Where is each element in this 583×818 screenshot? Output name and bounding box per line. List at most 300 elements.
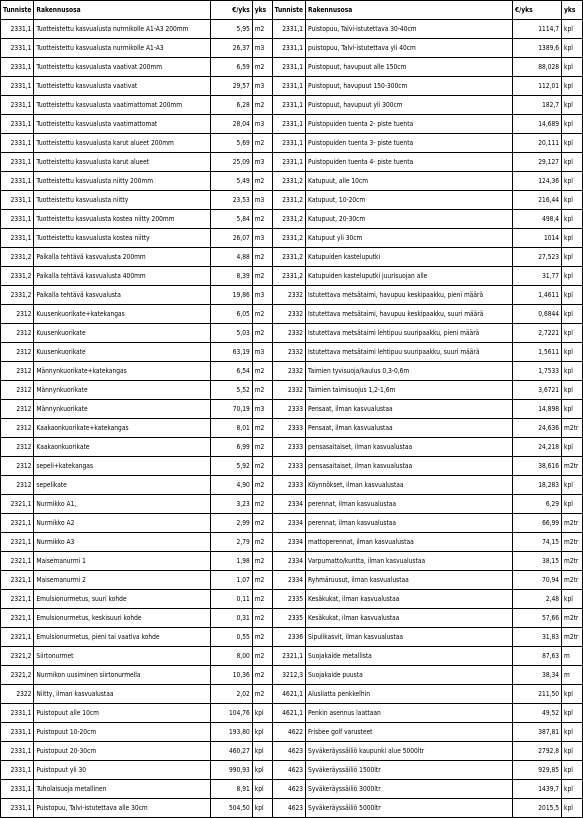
table-row	[273, 115, 583, 134]
cell-unit-price: 1,5611	[512, 343, 561, 362]
cell-rakennusosa: puistopuu, Talvi-istutettava yli 40cm	[306, 39, 513, 58]
table-row	[273, 609, 583, 628]
right-cost-table	[273, 0, 583, 818]
table-row	[273, 324, 583, 343]
cell-unit-price: 1114,7	[512, 20, 561, 39]
cell-unit: kpl	[252, 799, 272, 818]
cell-tunniste: 2335	[273, 609, 306, 628]
cell-unit: kpl	[562, 780, 583, 799]
cell-unit-price: 2792,8	[512, 742, 561, 761]
cell-tunniste: 2331,2	[273, 210, 306, 229]
table-row	[273, 647, 583, 666]
cell-rakennusosa: Kuusenkuorikate+katekangas	[34, 305, 211, 324]
cell-rakennusosa: Ryhmäruusut, ilman kasvualustaa	[306, 571, 513, 590]
cell-unit-price: 66,99	[512, 514, 561, 533]
cell-tunniste: 2331,1	[1, 115, 34, 134]
cell-unit-price: 18,283	[512, 476, 561, 495]
table-row	[273, 400, 583, 419]
cell-rakennusosa: Tuotteistettu kasvualusta niitty	[34, 191, 211, 210]
table-row	[273, 685, 583, 704]
cell-unit: kpl	[562, 191, 583, 210]
cell-tunniste: 4623	[273, 742, 306, 761]
cell-rakennusosa: Tuotteistettu kasvualusta kostea niitty 200mm	[34, 210, 211, 229]
cell-rakennusosa: Maisemanurmi 2	[34, 571, 211, 590]
table-row	[1, 419, 272, 438]
cell-rakennusosa: Istutettava metsätaimi lehtipuu suuripaakku, pieni määrä	[306, 324, 513, 343]
cell-unit: kpl	[562, 267, 583, 286]
cell-unit: kpl	[562, 495, 583, 514]
cell-unit-price: 216,44	[512, 191, 561, 210]
cell-unit-price: 8,91	[211, 780, 252, 799]
cell-unit-price: 112,01	[512, 77, 561, 96]
cell-unit-price: 88,028	[512, 58, 561, 77]
table-row	[1, 552, 272, 571]
table-row	[273, 229, 583, 248]
header-unit: yks	[562, 1, 583, 20]
cell-tunniste: 2331,1	[1, 172, 34, 191]
table-row	[273, 533, 583, 552]
table-row	[273, 742, 583, 761]
table-row	[1, 20, 272, 39]
cell-unit: kpl	[562, 324, 583, 343]
table-row	[1, 191, 272, 210]
cell-unit-price: 1,07	[211, 571, 252, 590]
cell-unit-price: 6,05	[211, 305, 252, 324]
table-row	[1, 666, 272, 685]
cell-unit-price: 6,29	[512, 495, 561, 514]
cell-tunniste: 2331,2	[273, 191, 306, 210]
cell-unit-price: 29,57	[211, 77, 252, 96]
table-row	[1, 400, 272, 419]
table-row	[1, 115, 272, 134]
cell-rakennusosa: Sipulikasvit, ilman kasvualustaa	[306, 628, 513, 647]
cell-rakennusosa: Männynkuorikate	[34, 381, 211, 400]
table-row	[1, 647, 272, 666]
cell-rakennusosa: Köynnökset, ilman kasvualustaa	[306, 476, 513, 495]
table-row	[273, 476, 583, 495]
table-row	[273, 58, 583, 77]
cell-rakennusosa: Puistopuu, Talvi-istutettava 30-40cm	[306, 20, 513, 39]
table-row	[1, 381, 272, 400]
cell-unit: kpl	[562, 58, 583, 77]
cell-tunniste: 2331,1	[1, 77, 34, 96]
cell-unit: kpl	[562, 685, 583, 704]
cell-rakennusosa: Tuotteistettu kasvualusta vaatimattomat	[34, 115, 211, 134]
cell-unit: m2	[252, 495, 272, 514]
cell-unit-price: 1,7533	[512, 362, 561, 381]
cell-unit-price: 5,84	[211, 210, 252, 229]
cell-unit: kpl	[562, 153, 583, 172]
cell-rakennusosa: Taimien tyvisuoja/kaulus 0,3-0,6m	[306, 362, 513, 381]
cell-unit: m2	[252, 609, 272, 628]
cell-unit: m2	[252, 552, 272, 571]
cell-tunniste: 2312	[1, 400, 34, 419]
cell-unit: m2	[252, 248, 272, 267]
cell-tunniste: 2331,1	[273, 39, 306, 58]
cell-unit: m2tr	[562, 609, 583, 628]
cell-rakennusosa: Puistopuut 20-30cm	[34, 742, 211, 761]
cell-tunniste: 2331,1	[1, 58, 34, 77]
table-row	[273, 704, 583, 723]
cell-unit-price: 3,6721	[512, 381, 561, 400]
cell-unit-price: 38,34	[512, 666, 561, 685]
cell-rakennusosa: Katupuut, 10-20cm	[306, 191, 513, 210]
cell-tunniste: 2331,1	[273, 96, 306, 115]
cell-unit: kpl	[252, 742, 272, 761]
cell-tunniste: 4621,1	[273, 685, 306, 704]
cell-unit-price: 4,90	[211, 476, 252, 495]
cell-tunniste: 4623	[273, 799, 306, 818]
cell-unit-price: 26,07	[211, 229, 252, 248]
cell-tunniste: 2331,1	[1, 704, 34, 723]
cell-tunniste: 2331,1	[1, 229, 34, 248]
cell-rakennusosa: Emulsionurmetus, keskisuuri kohde	[34, 609, 211, 628]
table-row	[273, 628, 583, 647]
cell-rakennusosa: Puistopuut yli 30	[34, 761, 211, 780]
cell-unit-price: 182,7	[512, 96, 561, 115]
table-row	[273, 286, 583, 305]
cell-rakennusosa: Penkin asennus laattaan	[306, 704, 513, 723]
cell-rakennusosa: Suojakaide puusta	[306, 666, 513, 685]
cell-unit-price: 5,95	[211, 20, 252, 39]
cell-unit-price: 38,15	[512, 552, 561, 571]
cell-tunniste: 2332	[273, 343, 306, 362]
cell-rakennusosa: Männynkuorikate+katekangas	[34, 362, 211, 381]
table-row	[273, 381, 583, 400]
table-row	[1, 609, 272, 628]
cell-tunniste: 2331,1	[273, 134, 306, 153]
cell-unit-price: 10,36	[211, 666, 252, 685]
cell-unit-price: 504,50	[211, 799, 252, 818]
cell-unit: kpl	[562, 229, 583, 248]
table-row	[1, 495, 272, 514]
cell-unit: kpl	[562, 39, 583, 58]
table-row	[273, 457, 583, 476]
header-tunniste: Tunniste	[273, 1, 306, 20]
cell-unit: kpl	[562, 172, 583, 191]
cell-tunniste: 2331,1	[1, 20, 34, 39]
cell-unit-price: 6,54	[211, 362, 252, 381]
cell-unit-price: 20,111	[512, 134, 561, 153]
right-header-row	[273, 1, 583, 20]
cell-rakennusosa: Katupuiden kasteluputki	[306, 248, 513, 267]
cell-unit-price: 5,69	[211, 134, 252, 153]
cell-unit: m2	[252, 571, 272, 590]
cell-unit: m2	[252, 590, 272, 609]
cell-unit-price: 0,11	[211, 590, 252, 609]
cell-unit-price: 0,6844	[512, 305, 561, 324]
cell-unit: kpl	[562, 134, 583, 153]
cell-unit-price: 2,48	[512, 590, 561, 609]
cell-unit: m2	[252, 96, 272, 115]
table-row	[1, 134, 272, 153]
cell-tunniste: 2331,2	[273, 172, 306, 191]
table-row	[1, 590, 272, 609]
cell-tunniste: 2322	[1, 685, 34, 704]
cell-unit-price: 57,66	[512, 609, 561, 628]
cell-unit: kpl	[562, 704, 583, 723]
table-row	[1, 210, 272, 229]
cell-rakennusosa: Puistopuut 10-20cm	[34, 723, 211, 742]
cell-unit: m3	[252, 191, 272, 210]
left-header-row	[1, 1, 272, 20]
cell-unit-price: 929,85	[512, 761, 561, 780]
cell-unit: m2tr	[562, 419, 583, 438]
cell-rakennusosa: Siirtonurmet	[34, 647, 211, 666]
table-row	[273, 39, 583, 58]
cell-tunniste: 2331,1	[1, 799, 34, 818]
cell-tunniste: 2331,1	[1, 742, 34, 761]
cell-rakennusosa: Katupuiden kasteluputki juurisuojan alle	[306, 267, 513, 286]
cell-unit: kpl	[252, 780, 272, 799]
cell-unit-price: 6,59	[211, 58, 252, 77]
cell-tunniste: 2331,2	[1, 248, 34, 267]
cell-unit: m2	[252, 438, 272, 457]
cell-unit: m2tr	[562, 571, 583, 590]
cell-rakennusosa: Istutettava metsätaimi, havupuu keskipaakku, pieni määrä	[306, 286, 513, 305]
table-row	[273, 191, 583, 210]
cell-rakennusosa: Katupuut yli 30cm	[306, 229, 513, 248]
cell-tunniste: 2332	[273, 362, 306, 381]
cell-rakennusosa: pensasaitaiset, ilman kasvualustaa	[306, 457, 513, 476]
cell-tunniste: 2335	[273, 590, 306, 609]
cell-rakennusosa: Syväkeräyssäiliö 1500ltr	[306, 761, 513, 780]
cell-unit-price: 63,19	[211, 343, 252, 362]
cell-tunniste: 2333	[273, 400, 306, 419]
table-row	[273, 20, 583, 39]
cell-rakennusosa: Tuotteistettu kasvualusta niitty 200mm	[34, 172, 211, 191]
cell-rakennusosa: Pensaat, ilman kasvualustaa	[306, 419, 513, 438]
cell-unit-price: 26,37	[211, 39, 252, 58]
cell-tunniste: 2312	[1, 305, 34, 324]
cell-rakennusosa: Männynkuorikate	[34, 400, 211, 419]
cell-rakennusosa: Nurmikko A1,	[34, 495, 211, 514]
cell-unit: m2	[252, 267, 272, 286]
cell-tunniste: 2312	[1, 362, 34, 381]
cell-unit: kpl	[562, 248, 583, 267]
cell-unit-price: 5,92	[211, 457, 252, 476]
table-row	[273, 96, 583, 115]
cell-tunniste: 2331,2	[1, 267, 34, 286]
cell-unit-price: 31,83	[512, 628, 561, 647]
table-row	[273, 77, 583, 96]
cell-rakennusosa: Tuotteistettu kasvualusta vaativat	[34, 77, 211, 96]
table-row	[1, 248, 272, 267]
cell-tunniste: 2321,1	[1, 628, 34, 647]
cell-unit-price: 38,616	[512, 457, 561, 476]
table-row	[273, 172, 583, 191]
table-row	[1, 685, 272, 704]
cell-tunniste: 2331,1	[1, 723, 34, 742]
table-row	[1, 362, 272, 381]
cell-tunniste: 2312	[1, 419, 34, 438]
cell-unit: m2	[252, 305, 272, 324]
table-row	[1, 96, 272, 115]
cell-unit: m2	[252, 628, 272, 647]
cell-tunniste: 2334	[273, 533, 306, 552]
cell-rakennusosa: Emulsionurmetus, suuri kohde	[34, 590, 211, 609]
cell-unit: m2tr	[562, 533, 583, 552]
cell-tunniste: 2321,1	[1, 514, 34, 533]
cell-unit-price: 8,39	[211, 267, 252, 286]
cell-unit-price: 1014	[512, 229, 561, 248]
cell-tunniste: 2332	[273, 324, 306, 343]
left-cost-table	[1, 0, 273, 818]
table-row	[1, 229, 272, 248]
cell-rakennusosa: Kuusenkuorikate	[34, 324, 211, 343]
table-row	[273, 438, 583, 457]
cell-unit-price: 74,15	[512, 533, 561, 552]
table-row	[1, 742, 272, 761]
cell-unit: kpl	[562, 799, 583, 818]
cell-tunniste: 2331,1	[1, 96, 34, 115]
cell-rakennusosa: Tuotteistettu kasvualusta karut alueet 200mm	[34, 134, 211, 153]
table-row	[273, 780, 583, 799]
cell-rakennusosa: Kuusenkuorikate	[34, 343, 211, 362]
cell-unit-price: 6,28	[211, 96, 252, 115]
cell-rakennusosa: Tuotteistettu kasvualusta nurmikolle A1-A3	[34, 39, 211, 58]
cell-tunniste: 2334	[273, 552, 306, 571]
cell-tunniste: 2331,1	[1, 153, 34, 172]
cell-unit: m2	[252, 210, 272, 229]
cell-unit-price: 211,50	[512, 685, 561, 704]
cell-unit: kpl	[562, 761, 583, 780]
cell-unit: kpl	[562, 286, 583, 305]
cell-tunniste: 2312	[1, 343, 34, 362]
cell-unit-price: 19,86	[211, 286, 252, 305]
cell-tunniste: 2331,1	[273, 20, 306, 39]
cell-rakennusosa: Nurmikko A3	[34, 533, 211, 552]
table-row	[1, 343, 272, 362]
cell-tunniste: 4623	[273, 780, 306, 799]
cell-unit: kpl	[562, 20, 583, 39]
cell-unit: m3	[252, 229, 272, 248]
table-row	[273, 419, 583, 438]
cell-unit: m3	[252, 115, 272, 134]
cell-unit: m2	[252, 20, 272, 39]
cell-unit: kpl	[562, 305, 583, 324]
cell-unit-price: 4,88	[211, 248, 252, 267]
cell-unit: kpl	[252, 723, 272, 742]
cell-unit-price: 8,01	[211, 419, 252, 438]
cell-unit-price: 3,23	[211, 495, 252, 514]
cell-unit: m3	[252, 286, 272, 305]
cell-unit: m3	[252, 39, 272, 58]
cell-unit: kpl	[562, 742, 583, 761]
cell-tunniste: 2312	[1, 438, 34, 457]
cell-rakennusosa: Syväkeräyssäiliö kaupunki alue 5000ltr	[306, 742, 513, 761]
header-rakennusosa: Rakennusosa	[34, 1, 211, 20]
cell-tunniste: 2331,2	[1, 286, 34, 305]
cell-rakennusosa: Maisemanurmi 1	[34, 552, 211, 571]
table-row	[273, 153, 583, 172]
table-row	[1, 799, 272, 818]
cell-unit-price: 0,31	[211, 609, 252, 628]
cell-rakennusosa: Emulsionurmetus, pieni tai vaativa kohde	[34, 628, 211, 647]
cell-unit-price: 2,79	[211, 533, 252, 552]
cell-rakennusosa: Katupuut, 20-30cm	[306, 210, 513, 229]
cell-unit: kpl	[562, 343, 583, 362]
cell-tunniste: 2334	[273, 571, 306, 590]
cell-unit-price: 28,04	[211, 115, 252, 134]
cell-tunniste: 4621,1	[273, 704, 306, 723]
cell-rakennusosa: Syväkeräyssäiliö 3000ltr	[306, 780, 513, 799]
cell-rakennusosa: Kesäkukat, ilman kasvualustaa	[306, 609, 513, 628]
cell-unit: kpl	[562, 590, 583, 609]
cell-unit: m2tr	[562, 514, 583, 533]
table-row	[1, 77, 272, 96]
cell-tunniste: 2321,1	[1, 533, 34, 552]
cell-unit: m	[562, 647, 583, 666]
header-unit: yks	[252, 1, 272, 20]
table-row	[1, 153, 272, 172]
cell-tunniste: 2336	[273, 628, 306, 647]
cell-unit: m2	[252, 685, 272, 704]
cell-unit-price: 29,127	[512, 153, 561, 172]
cell-tunniste: 2321,1	[1, 590, 34, 609]
cell-rakennusosa: Pensaat, ilman kasvualustaa	[306, 400, 513, 419]
cell-tunniste: 2331,1	[273, 77, 306, 96]
cell-unit: m2	[252, 666, 272, 685]
cell-rakennusosa: Kaakaonkuorikate	[34, 438, 211, 457]
cell-rakennusosa: Tuotteistettu kasvualusta karut alueet	[34, 153, 211, 172]
cell-tunniste: 2331,1	[273, 115, 306, 134]
table-row	[1, 438, 272, 457]
cell-unit: m2	[252, 457, 272, 476]
cell-unit-price: 8,00	[211, 647, 252, 666]
cell-tunniste: 2312	[1, 476, 34, 495]
cell-unit: m2	[252, 172, 272, 191]
cell-tunniste: 2331,1	[1, 210, 34, 229]
cell-tunniste: 2333	[273, 438, 306, 457]
cell-unit: m3	[252, 400, 272, 419]
cell-unit: kpl	[562, 210, 583, 229]
cell-tunniste: 2332	[273, 305, 306, 324]
table-row	[1, 761, 272, 780]
cell-tunniste: 4622	[273, 723, 306, 742]
table-row	[1, 533, 272, 552]
cell-tunniste: 2334	[273, 514, 306, 533]
table-row	[273, 134, 583, 153]
table-row	[1, 476, 272, 495]
table-row	[273, 514, 583, 533]
cell-unit: m2	[252, 533, 272, 552]
table-row	[273, 305, 583, 324]
cell-rakennusosa: Tuotteistettu kasvualusta nurmikolle A1-A3 200mm	[34, 20, 211, 39]
cell-rakennusosa: Puistopuu, Talvi-istutettava alle 30cm	[34, 799, 211, 818]
table-row	[1, 305, 272, 324]
cell-unit-price: 1389,6	[512, 39, 561, 58]
cell-unit-price: 2,7221	[512, 324, 561, 343]
table-row	[273, 495, 583, 514]
cell-rakennusosa: Tuotteistettu kasvualusta vaativat 200mm	[34, 58, 211, 77]
table-row	[1, 172, 272, 191]
table-row	[273, 799, 583, 818]
cell-unit-price: 5,52	[211, 381, 252, 400]
cell-tunniste: 2331,1	[1, 191, 34, 210]
cell-tunniste: 2331,1	[1, 39, 34, 58]
cell-unit: kpl	[562, 96, 583, 115]
cell-rakennusosa: Katupuut, alle 10cm	[306, 172, 513, 191]
cell-tunniste: 2312	[1, 381, 34, 400]
cell-unit: kpl	[252, 761, 272, 780]
cell-rakennusosa: Niitty, ilman kasvualustaa	[34, 685, 211, 704]
table-row	[273, 590, 583, 609]
cell-unit-price: 70,94	[512, 571, 561, 590]
cell-tunniste: 2331,1	[1, 134, 34, 153]
table-row	[273, 210, 583, 229]
cell-unit: m2	[252, 362, 272, 381]
